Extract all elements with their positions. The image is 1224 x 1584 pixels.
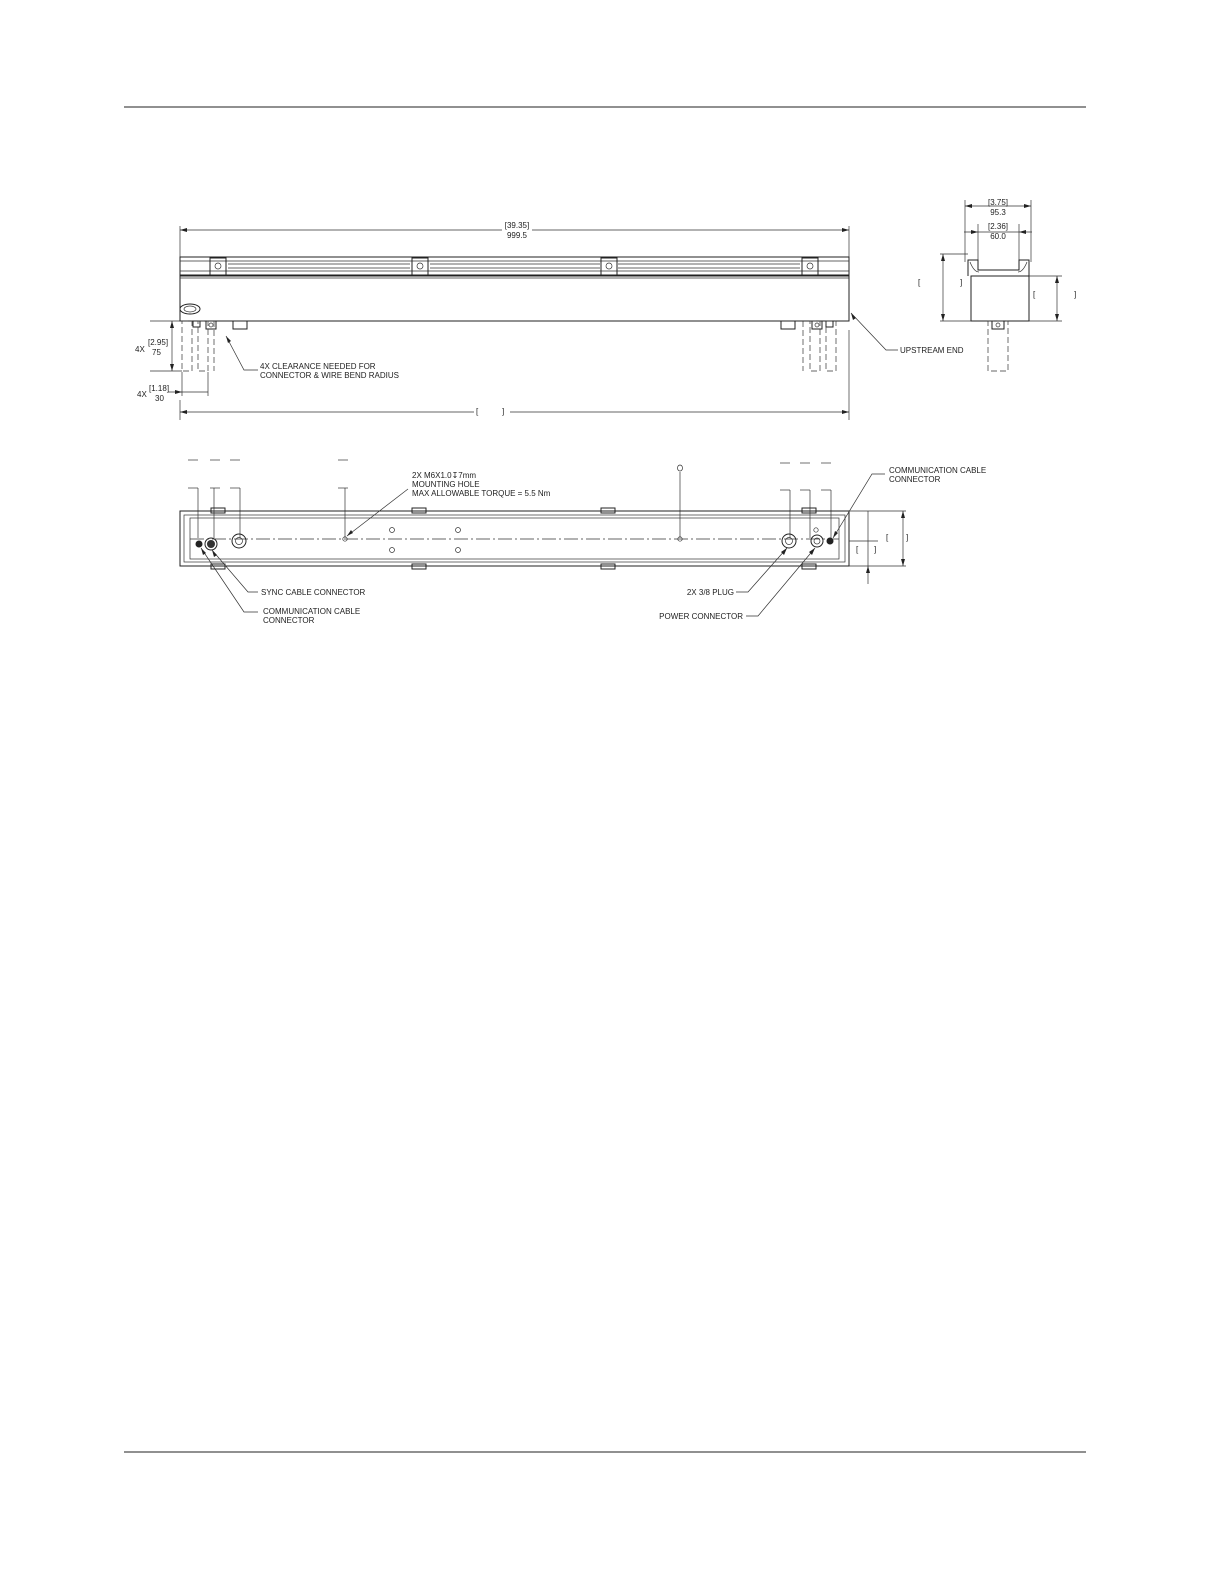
plug-right: [782, 534, 796, 548]
svg-text:]: ]: [960, 278, 963, 287]
rail-clamp: [802, 258, 818, 275]
clearance-height-mm: 75: [152, 348, 161, 357]
bottom-view: [180, 460, 986, 625]
clamp-tabs: [211, 508, 816, 569]
mounting-hole-line2: MOUNTING HOLE: [412, 480, 480, 489]
inner-width-mm: 60.0: [990, 232, 1006, 241]
rail-clamp: [601, 258, 617, 275]
sensor-body: [180, 276, 849, 321]
clearance-note-line2: CONNECTOR & WIRE BEND RADIUS: [260, 371, 399, 380]
svg-text:]: ]: [906, 533, 909, 542]
svg-text:]: ]: [874, 545, 877, 554]
svg-text:[: [: [918, 278, 921, 287]
rail-clamp: [210, 258, 226, 275]
svg-text:]: ]: [502, 407, 505, 416]
plug-left: [232, 534, 246, 548]
outer-width-inch: [3.75]: [987, 198, 1009, 207]
svg-text:]: ]: [1074, 290, 1077, 299]
power-label: POWER CONNECTOR: [659, 612, 743, 621]
clearance-width-qty: 4X: [137, 390, 147, 399]
svg-text:[: [: [476, 407, 479, 416]
comm-cable-right-line2: CONNECTOR: [889, 475, 941, 484]
comm-cable-connector-right: [827, 538, 834, 545]
comm-cable-connector-left: [196, 541, 203, 548]
upstream-end-label: UPSTREAM END: [900, 346, 964, 355]
comm-cable-left-line2: CONNECTOR: [263, 616, 315, 625]
svg-text:[: [: [856, 545, 859, 554]
brand-logo: [180, 304, 200, 314]
bottom-body-outer: [180, 511, 849, 566]
clearance-width-inch: [1.18]: [149, 384, 170, 393]
plug-label: 2X 3/8 PLUG: [686, 588, 734, 597]
clearance-height-inch: [2.95]: [148, 338, 169, 347]
overall-length-mm: 999.5: [506, 231, 528, 240]
svg-text:[: [: [886, 533, 889, 542]
mounting-hole-line3: MAX ALLOWABLE TORQUE = 5.5 Nm: [412, 489, 551, 498]
comm-cable-left-line1: COMMUNICATION CABLE: [263, 607, 361, 616]
svg-text:[: [: [1033, 290, 1036, 299]
sync-cable-label: SYNC CABLE CONNECTOR: [261, 588, 366, 597]
clearance-width-mm: 30: [155, 394, 164, 403]
outer-width-mm: 95.3: [990, 208, 1006, 217]
mounting-hole-line1: 2X M6X1.0↧7mm: [412, 471, 477, 480]
front-view: [135, 221, 964, 420]
comm-cable-right-line1: COMMUNICATION CABLE: [889, 466, 987, 475]
power-connector: [811, 535, 823, 547]
clearance-note-line1: 4X CLEARANCE NEEDED FOR: [260, 362, 376, 371]
overall-length-inch: [39.35]: [504, 221, 530, 230]
end-profile-body: [971, 276, 1029, 321]
clearance-height-qty: 4X: [135, 345, 145, 354]
rail-clamp: [412, 258, 428, 275]
inner-width-inch: [2.36]: [987, 222, 1009, 231]
top-rail: [180, 257, 849, 275]
